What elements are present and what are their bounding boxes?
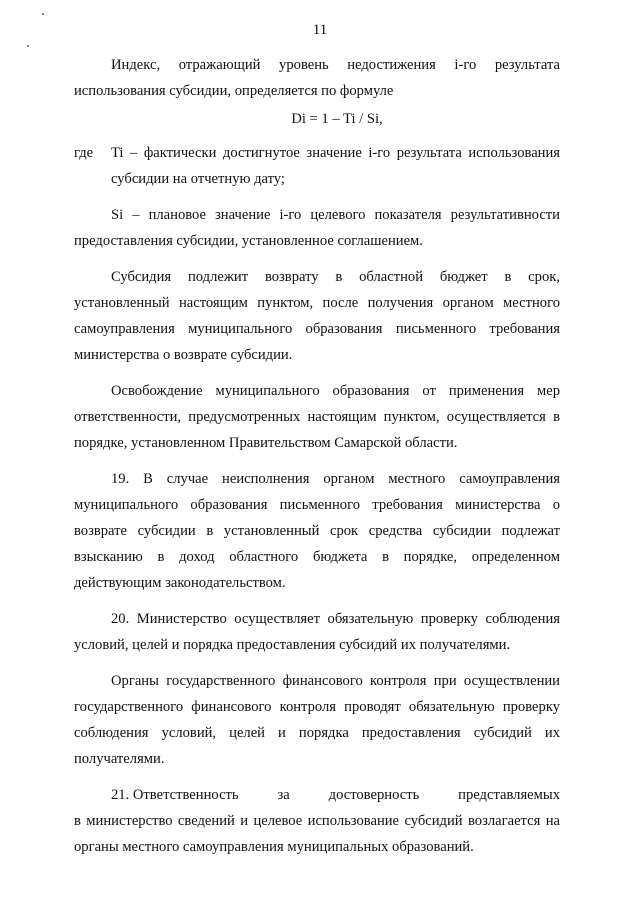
paragraph-si-definition: Si – плановое значение i-го целевого показателя результативности предоставления субсидии, установленное соглашением.: [74, 207, 560, 249]
paragraph-subsidy-return: Субсидия подлежит возврату в областной бюджет в срок, установленный настоящим пунктом, после получения органом местного самоуправления муниципального образования письменного требования министерства о возврате субсидии.: [74, 269, 560, 363]
paragraph-exemption: Освобождение муниципального образования от применения мер ответственности, предусмотренных настоящим пунктом, осуществляется в порядке, установленном Правительством Самарской области.: [74, 383, 560, 451]
paragraph-19: 19. В случае неисполнения органом местного самоуправления муниципального образования письменного требования министерства о возврате субсидии в установленный срок средства субсидии подлежат взысканию в доход областного бюджета в порядке, определенном действующим законодательством.: [74, 471, 560, 591]
paragraph-21-rest: в министерство сведений и целевое использование субсидий возлагается на органы местного самоуправления муниципальных образований.: [74, 813, 560, 855]
paragraph-financial-control: Органы государственного финансового контроля при осуществлении государственного финансового контроля проводят обязательную проверку соблюдения условий, целей и порядка предоставления субсидий их получателями.: [74, 673, 560, 767]
scan-speck: [27, 45, 29, 47]
paragraph-21-word: 21. Ответственность: [111, 787, 239, 803]
paragraph-21: [74, 782, 560, 860]
scan-speck: [42, 13, 44, 15]
paragraph-index-definition: Индекс, отражающий уровень недостижения i-го результата использования субсидии, определяется по формуле: [74, 57, 560, 99]
paragraph-20: 20. Министерство осуществляет обязательную проверку соблюдения условий, целей и порядка предоставления субсидий их получателями.: [74, 611, 560, 653]
page-number: 11: [312, 22, 328, 38]
paragraph-21-first-line: [74, 782, 560, 808]
paragraph-21-word: представляемых: [458, 787, 560, 803]
paragraph-ti-definition: [74, 140, 560, 192]
document-body: [74, 52, 560, 860]
ti-definition-text: Ti – фактически достигнутое значение i-го результата использования субсидии на отчетную дату;: [111, 145, 560, 187]
paragraph-21-word: за: [277, 787, 290, 803]
paragraph-21-word: достоверность: [328, 787, 420, 803]
where-word: где: [74, 145, 94, 161]
formula: Di = 1 – Ti / Si,: [291, 111, 383, 127]
